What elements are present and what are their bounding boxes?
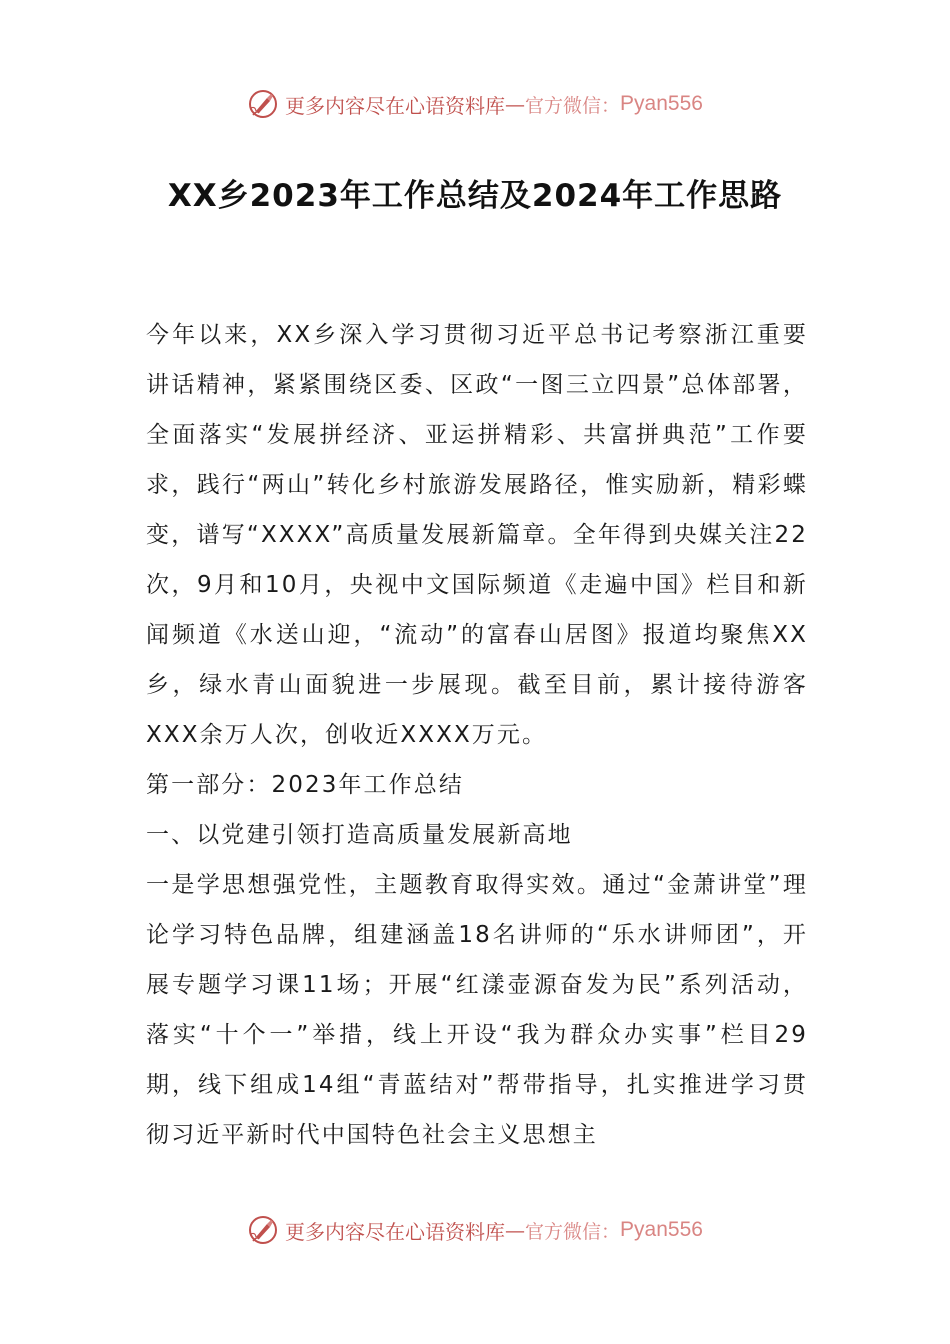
pen-nib-logo-icon <box>247 88 279 120</box>
banner-wechat-id: Pyan556 <box>620 92 703 115</box>
pen-nib-logo-icon <box>247 1214 279 1246</box>
banner-separator: — <box>505 1218 526 1242</box>
header-banner <box>0 82 950 126</box>
part-heading: 第一部分：2023年工作总结 <box>146 772 464 798</box>
footer-banner <box>0 1208 950 1252</box>
banner-separator: — <box>505 92 526 116</box>
body-paragraph: 一是学思想强党性，主题教育取得实效。通过“金萧讲堂”理论学习特色品牌，组建涵盖18名讲师的“乐水讲师团”，开展专题学习课11场；开展“红漾壶源奋发为民”系列活动，落实“十个一”举措，线上开设“我为群众办实事”栏目29期，线下组成14组“青蓝结对”帮带指导，扎实推进学习贯彻习近平新时代中国特色社会主义思想主 <box>146 872 808 1148</box>
section-heading: 一、以党建引领打造高质量发展新高地 <box>146 822 573 848</box>
banner-slogan: 更多内容尽在心语资料库 <box>285 93 506 118</box>
banner-wechat-label: 官方微信： <box>525 94 621 117</box>
intro-paragraph: 今年以来，XX乡深入学习贯彻习近平总书记考察浙江重要讲话精神，紧紧围绕区委、区政“一图三立四景”总体部署，全面落实“发展拼经济、亚运拼精彩、共富拼典范”工作要求，践行“两山”转化乡村旅游发展路径，惟实励新，精彩蝶变，谱写“XXXX”高质量发展新篇章。全年得到央媒关注22次，9月和10月，央视中文国际频道《走遍中国》栏目和新闻频道《水送山迎，“流动”的富春山居图》报道均聚焦XX乡，绿水青山面貌进一步展现。截至目前，累计接待游客XXX余万人次，创收近XXXX万元。 <box>146 322 808 748</box>
banner-wechat-id: Pyan556 <box>620 1218 703 1241</box>
banner-wechat-label: 官方微信： <box>525 1220 621 1243</box>
document-title: XX乡2023年工作总结及2024年工作思路 <box>167 178 783 214</box>
banner-slogan: 更多内容尽在心语资料库 <box>285 1219 506 1244</box>
document-body <box>146 310 808 1160</box>
